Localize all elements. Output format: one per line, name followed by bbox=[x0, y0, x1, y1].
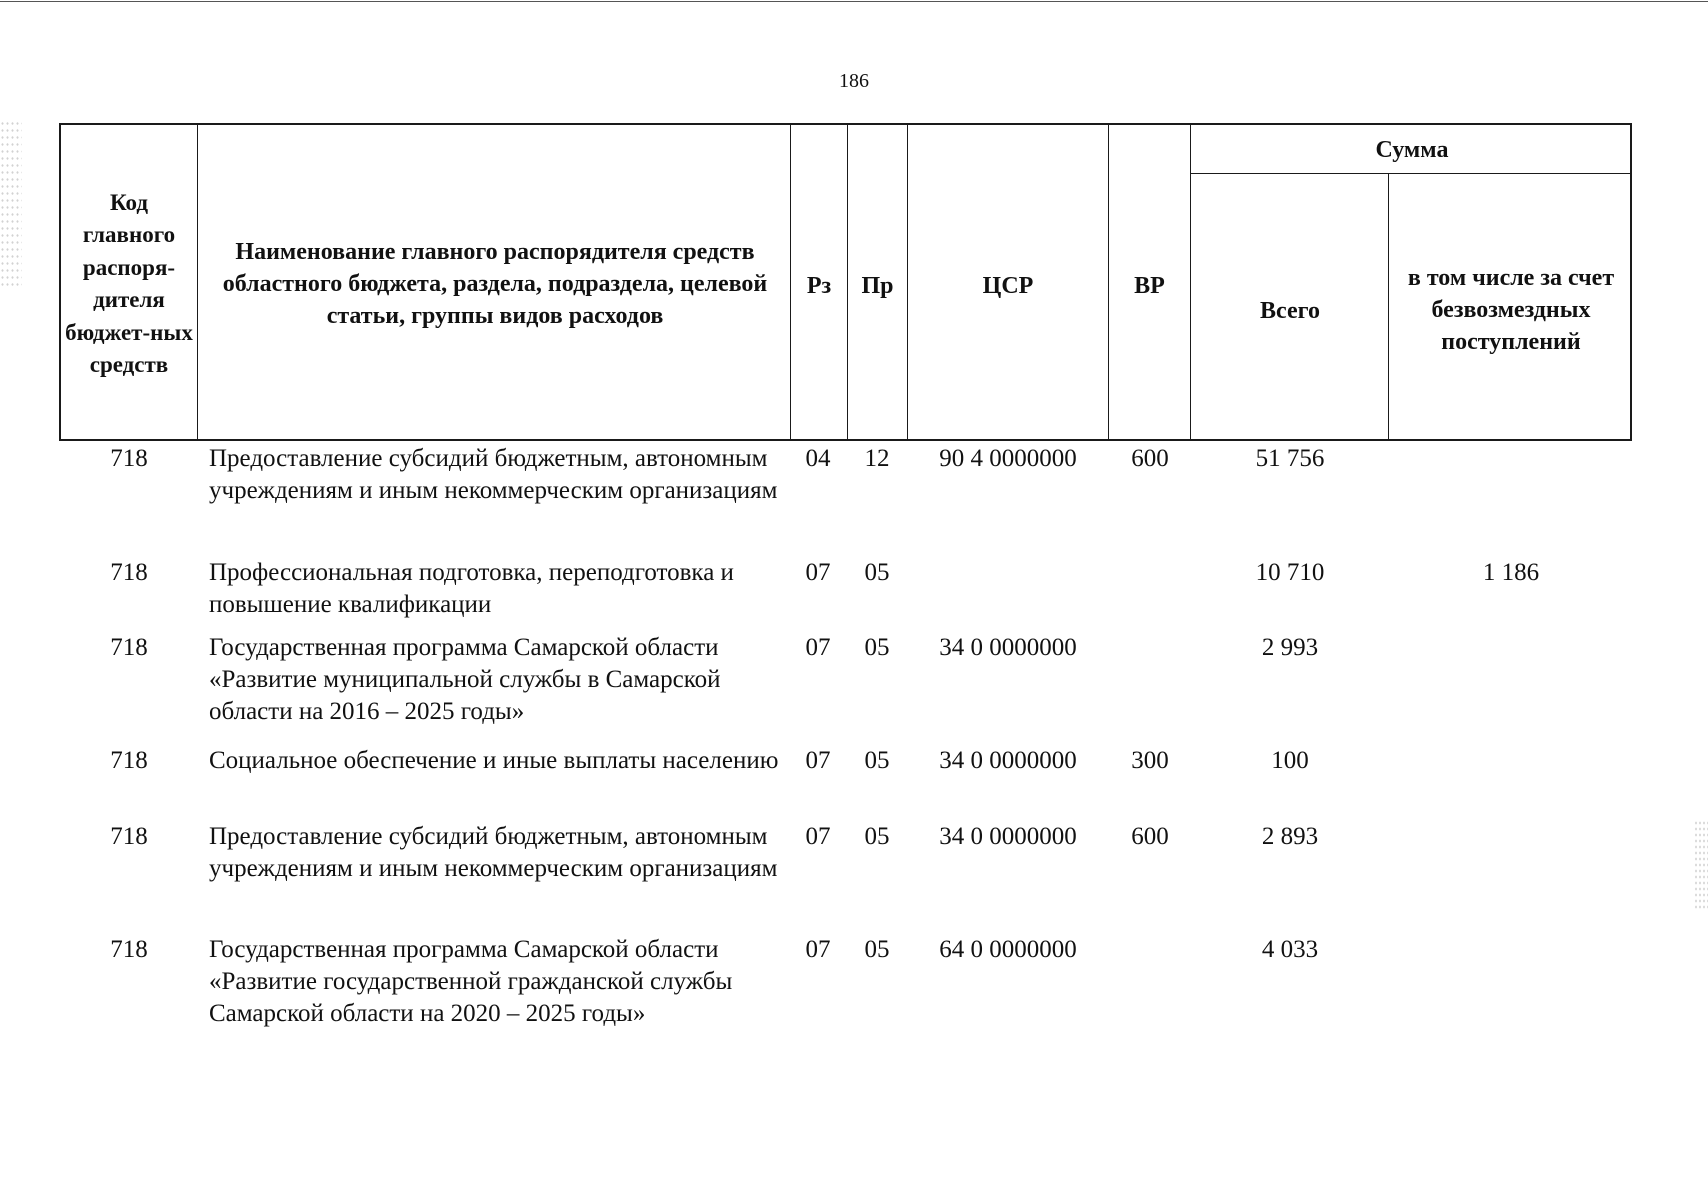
cell-rz: 07 bbox=[805, 634, 831, 661]
cell-total: 10 710 bbox=[1255, 559, 1325, 586]
cell-code: 718 bbox=[110, 634, 148, 661]
scan-noise-left bbox=[0, 120, 22, 290]
cell-name: Государственная программа Самарской области «Развитие государственной гражданской службы Самарской области на 2020 – 2025 годы» bbox=[209, 936, 733, 1027]
cell-pr: 12 bbox=[864, 445, 890, 472]
cell-vr: 600 bbox=[1131, 445, 1169, 472]
header-divider bbox=[907, 123, 908, 441]
sum-subheader-divider bbox=[1190, 173, 1632, 174]
header-csr: ЦСР bbox=[982, 273, 1034, 299]
header-divider bbox=[197, 123, 198, 441]
header-divider bbox=[1190, 123, 1191, 441]
header-rz: Рз bbox=[806, 273, 832, 299]
header-incl: в том числе за счет безвозмездных поступлений bbox=[1407, 265, 1615, 355]
cell-total: 51 756 bbox=[1255, 445, 1325, 472]
header-divider bbox=[790, 123, 791, 441]
header-total: Всего bbox=[1260, 298, 1320, 324]
cell-csr: 34 0 0000000 bbox=[939, 747, 1077, 774]
cell-rz: 04 bbox=[805, 445, 831, 472]
header-pr: Пр bbox=[861, 273, 894, 299]
cell-pr: 05 bbox=[864, 747, 890, 774]
cell-name: Предоставление субсидий бюджетным, автономным учреждениям и иным некоммерческим организациям bbox=[209, 823, 778, 882]
scan-noise-right bbox=[1694, 820, 1708, 910]
cell-pr: 05 bbox=[864, 559, 890, 586]
header-vr: ВР bbox=[1134, 273, 1165, 299]
cell-pr: 05 bbox=[864, 823, 890, 850]
cell-csr: 64 0 0000000 bbox=[939, 936, 1077, 963]
header-divider bbox=[847, 123, 848, 441]
header-code: Код главного распоря-дителя бюджет-ных средств bbox=[65, 189, 193, 377]
cell-incl: 1 186 bbox=[1482, 559, 1540, 586]
cell-rz: 07 bbox=[805, 559, 831, 586]
cell-rz: 07 bbox=[805, 747, 831, 774]
cell-total: 100 bbox=[1271, 747, 1309, 774]
page-number: 186 bbox=[839, 70, 869, 92]
cell-vr: 300 bbox=[1131, 747, 1169, 774]
header-divider bbox=[1388, 173, 1389, 441]
header-name: Наименование главного распорядителя средств областного бюджета, раздела, подраздела, целевой статьи, группы видов расходов bbox=[222, 239, 768, 329]
cell-pr: 05 bbox=[864, 936, 890, 963]
cell-name: Социальное обеспечение и иные выплаты населению bbox=[209, 747, 779, 774]
cell-csr: 34 0 0000000 bbox=[939, 634, 1077, 661]
cell-csr: 34 0 0000000 bbox=[939, 823, 1077, 850]
cell-name: Государственная программа Самарской области «Развитие муниципальной службы в Самарской области на 2016 – 2025 годы» bbox=[209, 634, 721, 725]
cell-total: 2 893 bbox=[1261, 823, 1319, 850]
cell-rz: 07 bbox=[805, 823, 831, 850]
cell-code: 718 bbox=[110, 559, 148, 586]
header-divider bbox=[1108, 123, 1109, 441]
header-sum: Сумма bbox=[1375, 137, 1449, 163]
cell-vr: 600 bbox=[1131, 823, 1169, 850]
cell-code: 718 bbox=[110, 823, 148, 850]
cell-name: Предоставление субсидий бюджетным, автономным учреждениям и иным некоммерческим организациям bbox=[209, 445, 778, 504]
scan-top-edge bbox=[0, 1, 1708, 2]
cell-pr: 05 bbox=[864, 634, 890, 661]
cell-code: 718 bbox=[110, 445, 148, 472]
cell-rz: 07 bbox=[805, 936, 831, 963]
cell-total: 2 993 bbox=[1261, 634, 1319, 661]
cell-name: Профессиональная подготовка, переподготовка и повышение квалификации bbox=[209, 559, 734, 618]
cell-total: 4 033 bbox=[1261, 936, 1319, 963]
cell-csr: 90 4 0000000 bbox=[939, 445, 1077, 472]
cell-code: 718 bbox=[110, 747, 148, 774]
cell-code: 718 bbox=[110, 936, 148, 963]
